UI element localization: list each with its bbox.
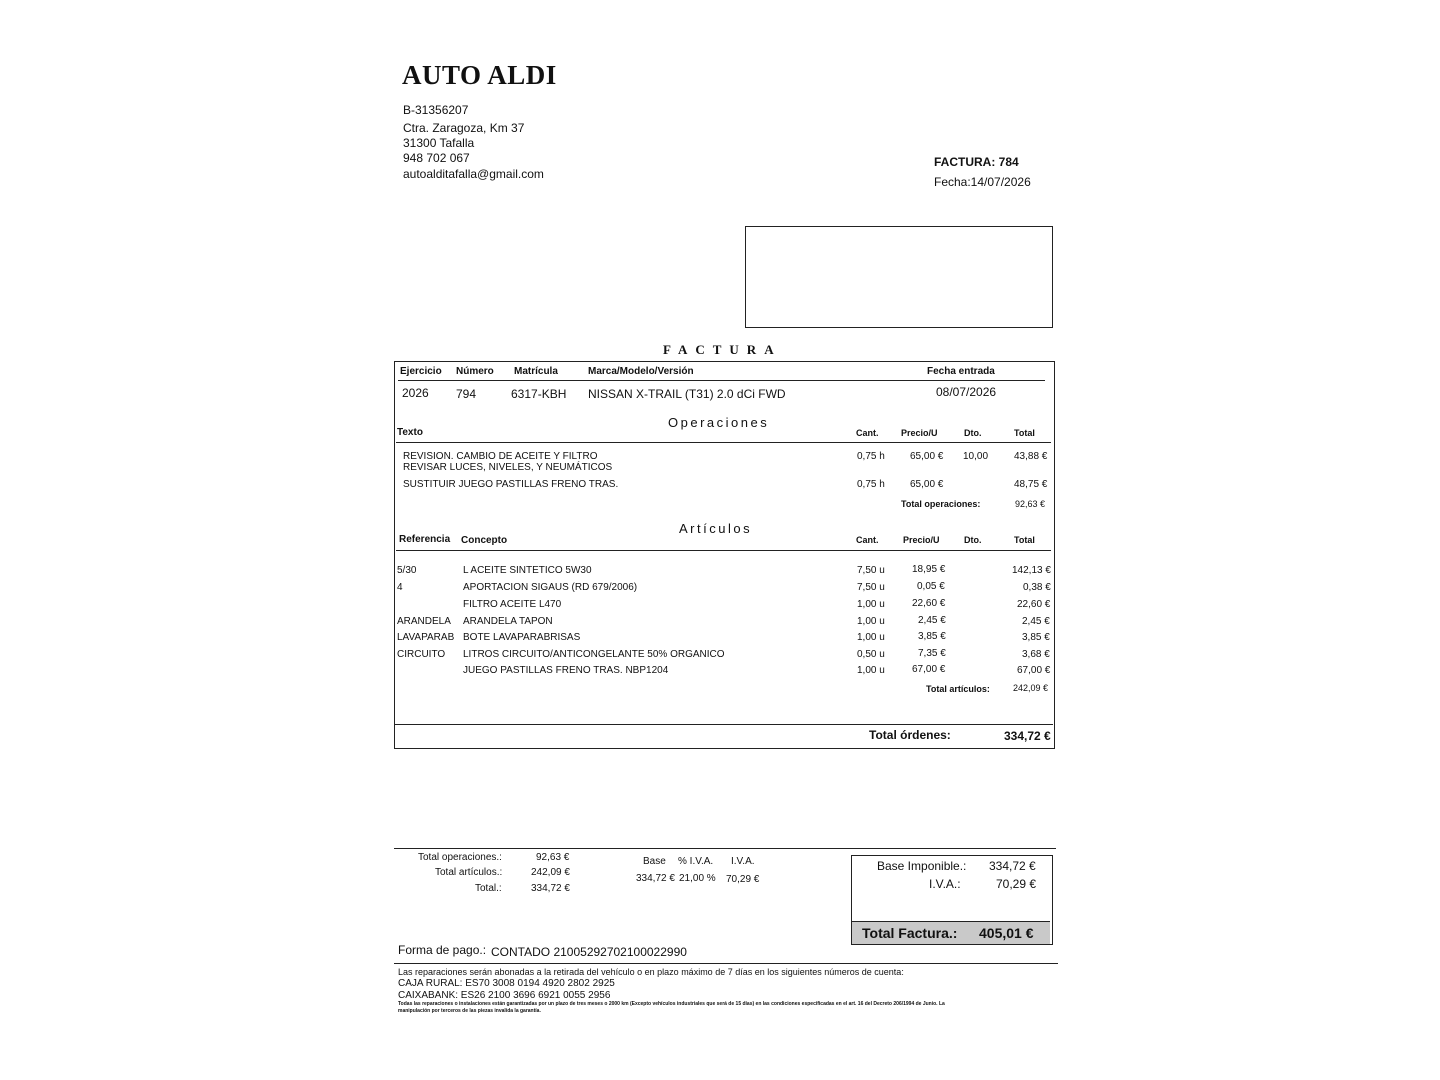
footer-warranty-line2: manipulación por terceros de las piezas invalida la garantía.	[398, 1008, 541, 1014]
vat-base-value: 334,72 €	[636, 873, 675, 884]
op-row-1-text-line2: REVISAR LUCES, NIVELES, Y NEUMÁTICOS	[403, 462, 613, 473]
art-header-dto: Dto.	[964, 535, 982, 545]
vehicle-header-marca: Marca/Modelo/Versión	[588, 366, 694, 377]
company-address-line1: Ctra. Zaragoza, Km 37	[403, 121, 525, 135]
art-row-cant: 0,50 u	[857, 649, 885, 660]
client-address-box	[745, 226, 1053, 328]
op-row-2-text-line1: SUSTITUIR JUEGO PASTILLAS FRENO TRAS.	[403, 479, 619, 490]
art-row-precio: 2,45 €	[918, 615, 946, 626]
art-header-concepto: Concepto	[461, 535, 508, 546]
art-row-concepto: APORTACION SIGAUS (RD 679/2006)	[463, 582, 638, 593]
art-row-total: 22,60 €	[1017, 599, 1051, 610]
art-row-ref: ARANDELA	[397, 616, 451, 627]
ops-total-label: Total operaciones:	[901, 499, 981, 509]
vat-pct-value: 21,00 %	[679, 873, 716, 884]
vehicle-matricula: 6317-KBH	[511, 387, 567, 401]
art-row-concepto: JUEGO PASTILLAS FRENO TRAS. NBP1204	[463, 665, 669, 676]
summary-art-label: Total artículos.:	[435, 867, 503, 878]
invoice-number: FACTURA: 784	[934, 155, 1019, 169]
op-row-2-precio: 65,00 €	[910, 479, 944, 490]
art-row-precio: 18,95 €	[912, 564, 946, 575]
vehicle-header-ejercicio: Ejercicio	[400, 366, 442, 377]
art-row-concepto: FILTRO ACEITE L470	[463, 599, 562, 610]
footer-warranty-line1: Todas las reparaciones o instalaciones están garantizadas por un plazo de tres meses o 2000 km (Excepto vehículos industriales que será de 15 días) en las condiciones especificadas en el art. 16 del Decreto 206/1994 de Junio. La	[398, 1001, 945, 1007]
divider	[396, 550, 1051, 551]
vehicle-header-numero: Número	[456, 366, 494, 377]
vat-header-iva: I.V.A.	[731, 856, 755, 867]
summary-tot-value: 334,72 €	[531, 883, 570, 894]
vehicle-header-matricula: Matrícula	[514, 366, 558, 377]
footer-bank-caja-rural: CAJA RURAL: ES70 3008 0194 4920 2802 2925	[398, 978, 615, 989]
art-row-cant: 7,50 u	[857, 565, 885, 576]
op-row-2-cant: 0,75 h	[857, 479, 885, 490]
total-ordenes-value: 334,72 €	[1004, 729, 1051, 743]
company-address-line2: 31300 Tafalla	[403, 136, 475, 150]
vat-header-base: Base	[643, 856, 666, 867]
art-row-concepto: ARANDELA TAPON	[463, 616, 553, 627]
art-row-precio: 0,05 €	[917, 581, 945, 592]
payment-label: Forma de pago.:	[398, 943, 487, 957]
vehicle-ejercicio: 2026	[402, 386, 429, 400]
art-row-concepto: LITROS CIRCUITO/ANTICONGELANTE 50% ORGANICO	[463, 649, 725, 660]
divider	[394, 963, 1058, 964]
company-cif: B-31356207	[403, 103, 469, 117]
divider	[395, 724, 1053, 725]
op-row-2-total: 48,75 €	[1014, 479, 1048, 490]
art-row-total: 3,68 €	[1022, 649, 1050, 660]
invoice-date: Fecha:14/07/2026	[934, 175, 1031, 189]
art-row-ref: 5/30	[397, 565, 417, 576]
ops-header-precio: Precio/U	[901, 428, 938, 438]
art-row-ref: 4	[397, 582, 403, 593]
art-row-precio: 67,00 €	[912, 664, 946, 675]
divider	[394, 848, 1056, 849]
art-row-total: 142,13 €	[1012, 565, 1051, 576]
summary-ops-label: Total operaciones.:	[418, 852, 502, 863]
art-total-value: 242,09 €	[1013, 683, 1049, 693]
document-title: FACTURA	[663, 342, 782, 357]
company-email: autoalditafalla@gmail.com	[403, 167, 544, 181]
op-row-1-precio: 65,00 €	[910, 451, 944, 462]
divider	[398, 380, 1045, 381]
total-factura-value: 405,01 €	[979, 925, 1034, 941]
summary-art-value: 242,09 €	[531, 867, 570, 878]
footer-payment-note: Las reparaciones serán abonadas a la retirada del vehículo o en plazo máximo de 7 días en los siguientes números de cuenta:	[398, 967, 904, 977]
art-header-total: Total	[1014, 535, 1035, 545]
footer-bank-caixabank: CAIXABANK: ES26 2100 3696 6921 0055 2956	[398, 990, 611, 1001]
art-row-total: 3,85 €	[1022, 632, 1050, 643]
payment-value: CONTADO 21005292702100022990	[491, 945, 687, 959]
ops-header-dto: Dto.	[964, 428, 982, 438]
iva-value: 70,29 €	[996, 877, 1037, 891]
ops-header-total: Total	[1014, 428, 1035, 438]
art-header-precio: Precio/U	[903, 535, 940, 545]
base-imponible-value: 334,72 €	[989, 859, 1036, 873]
iva-label: I.V.A.:	[929, 877, 961, 891]
op-row-1-cant: 0,75 h	[857, 451, 885, 462]
summary-tot-label: Total.:	[475, 883, 502, 894]
art-row-cant: 1,00 u	[857, 665, 885, 676]
ops-header-texto: Texto	[397, 427, 423, 438]
section-title-articulos: Artículos	[679, 521, 753, 536]
op-row-1-dto: 10,00	[963, 451, 989, 462]
op-row-1-text-line1: REVISION. CAMBIO DE ACEITE Y FILTRO	[403, 451, 598, 462]
vehicle-marca: NISSAN X-TRAIL (T31) 2.0 dCi FWD	[588, 387, 786, 401]
art-row-cant: 1,00 u	[857, 599, 885, 610]
art-row-cant: 1,00 u	[857, 616, 885, 627]
total-ordenes-label: Total órdenes:	[869, 728, 951, 742]
art-total-label: Total artículos:	[926, 684, 990, 694]
art-header-cant: Cant.	[856, 535, 879, 545]
art-row-precio: 22,60 €	[912, 598, 946, 609]
divider	[396, 442, 1051, 443]
art-row-ref: LAVAPARAB	[397, 632, 455, 643]
vat-iva-value: 70,29 €	[726, 874, 760, 885]
art-row-precio: 3,85 €	[918, 631, 946, 642]
section-title-operaciones: Operaciones	[668, 415, 770, 430]
company-name: AUTO ALDI	[402, 60, 557, 90]
art-row-cant: 7,50 u	[857, 582, 885, 593]
company-phone: 948 702 067	[403, 151, 470, 165]
vehicle-fecha-entrada: 08/07/2026	[936, 385, 997, 399]
vat-header-pct: % I.V.A.	[678, 856, 714, 867]
art-row-total: 0,38 €	[1023, 582, 1051, 593]
vehicle-numero: 794	[456, 387, 477, 401]
vehicle-header-fecha: Fecha entrada	[927, 366, 995, 377]
art-row-total: 2,45 €	[1022, 616, 1050, 627]
op-row-1-total: 43,88 €	[1014, 451, 1048, 462]
art-row-total: 67,00 €	[1017, 665, 1051, 676]
ops-header-cant: Cant.	[856, 428, 879, 438]
art-row-ref: CIRCUITO	[397, 649, 446, 660]
art-row-concepto: L ACEITE SINTETICO 5W30	[463, 565, 592, 576]
ops-total-value: 92,63 €	[1015, 499, 1046, 509]
total-factura-label: Total Factura.:	[862, 925, 958, 941]
art-row-precio: 7,35 €	[918, 648, 946, 659]
art-row-concepto: BOTE LAVAPARABRISAS	[463, 632, 581, 643]
summary-ops-value: 92,63 €	[536, 852, 570, 863]
art-header-referencia: Referencia	[399, 534, 451, 545]
art-row-cant: 1,00 u	[857, 632, 885, 643]
base-imponible-label: Base Imponible.:	[877, 859, 967, 873]
